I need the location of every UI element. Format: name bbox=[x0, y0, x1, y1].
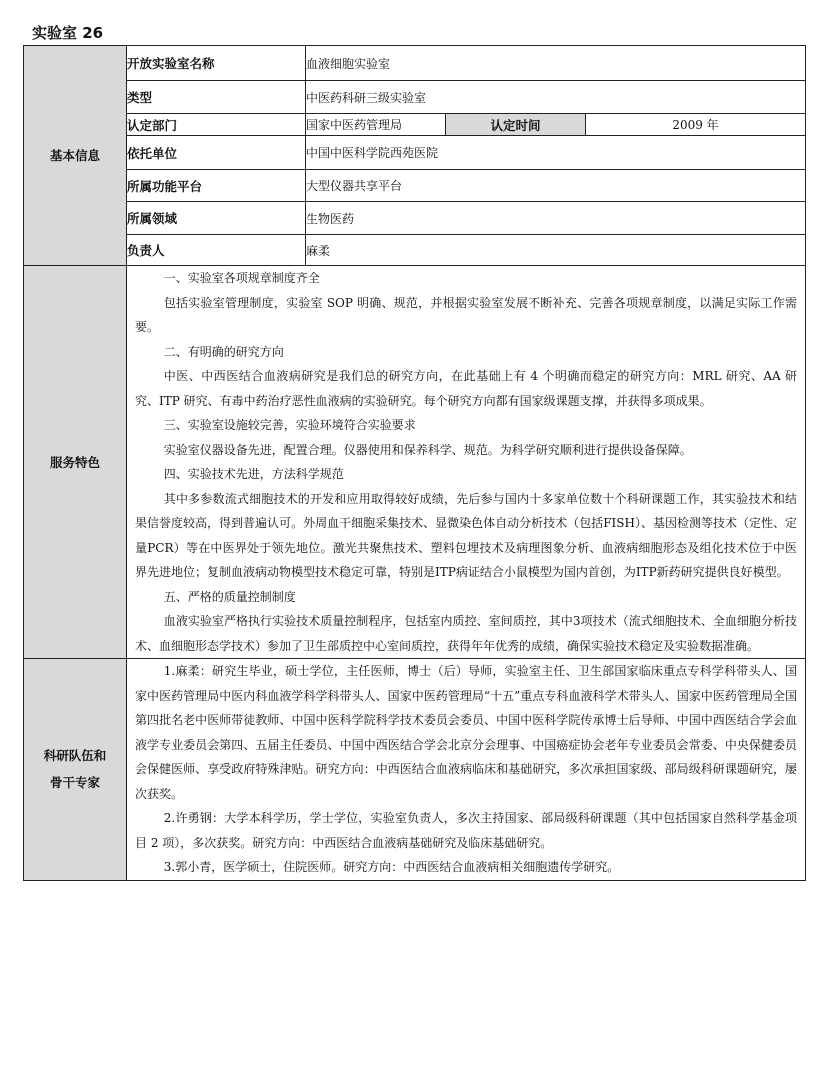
label-host-unit: 依托单位 bbox=[127, 136, 306, 170]
service-heading-1: 一、实验室各项规章制度齐全 bbox=[163, 271, 320, 285]
label-leader: 负责人 bbox=[127, 235, 306, 266]
service-paragraph-2: 中医、中西医结合血液病研究是我们总的研究方向，在此基础上有 4 个明确而稳定的研究方向：MRL 研究、AA 研究、ITP 研究、有毒中药治疗恶性血液病的实验研究。每个研究方向都有国家级课题支撑，并获得多项成果。 bbox=[135, 369, 798, 408]
row-lab-name bbox=[24, 46, 806, 81]
service-heading-5: 五、严格的质量控制制度 bbox=[163, 589, 296, 604]
value-type: 中医药科研三级实验室 bbox=[306, 81, 806, 114]
section-research-team bbox=[24, 659, 127, 881]
value-leader: 麻柔 bbox=[306, 235, 806, 266]
label-department: 认定部门 bbox=[127, 114, 306, 136]
value-field: 生物医药 bbox=[306, 202, 806, 235]
service-heading-4: 四、实验技术先进，方法科学规范 bbox=[163, 467, 344, 481]
row-type bbox=[24, 81, 806, 114]
row-host-unit bbox=[24, 136, 806, 170]
label-type: 类型 bbox=[127, 81, 306, 114]
value-certified-time: 2009 年 bbox=[586, 114, 806, 136]
row-team bbox=[24, 659, 806, 881]
label-platform: 所属功能平台 bbox=[127, 170, 306, 202]
row-service bbox=[24, 266, 806, 659]
expert-2: 2.许勇钢：大学本科学历，学士学位，实验室负责人，多次主持国家、部局级科研课题（其中包括国家自然科学基金项目 2 项），多次获奖。研究方向：中西医结合血液病基础研究及临床基础研究。 bbox=[135, 811, 798, 850]
value-department: 国家中医药管理局 bbox=[306, 114, 446, 136]
service-paragraph-1: 包括实验室管理制度，实验室 SOP 明确、规范，并根据实验室发展不断补充、完善各项规章制度，以满足实际工作需要。 bbox=[135, 295, 798, 334]
expert-1: 1.麻柔：研究生毕业，硕士学位，主任医师，博士（后）导师，实验室主任、卫生部国家临床重点专科学科带头人、国家中医药管理局中医内科血液学科学科带头人、国家中医药管理局“十五”重点专科血液科学术带头人、国家中医药管理局全国第四批名老中医师带徒教师、中国中医科学院科学技术委员会委员、中国中医科学院传承博士后导师、中国中西医结合学会血液学专业委员会第四、五届主任委员、中国中西医结合学会北京分会理事、中国癌症协会老年专业委员会常委、中央保健委员会保健医师、享受政府特殊津贴。研究方向：中西医结合血液病临床和基础研究，多次承担国家级、部局级科研课题研究，屡次获奖。 bbox=[135, 664, 798, 801]
lab-info-table bbox=[23, 45, 806, 881]
service-paragraph-4: 其中多参数流式细胞技术的开发和应用取得较好成绩，先后参与国内十多家单位数十个科研课题工作，其实验技术和结果信誉度较高，得到普遍认可。外周血干细胞采集技术、显微染色体自动分析技术（包括FISH）、基因检测等技术（定性、定量PCR）等在中医界处于领先地位。激光共聚焦技术、塑料包埋技术及病理图象分析、血液病细胞形态及组化技术位于中医界先进地位；复制血液病动物模型技术稳定可靠，特别是ITP病证结合小鼠模型为国内首创，为ITP新药研究提供良好模型。 bbox=[135, 491, 798, 579]
section-basic-info: 基本信息 bbox=[24, 46, 127, 266]
team-content bbox=[127, 659, 806, 881]
value-host-unit: 中国中医科学院西苑医院 bbox=[306, 136, 806, 170]
expert-3: 3.郭小青，医学硕士，住院医师。研究方向：中西医结合血液病相关细胞遗传学研究。 bbox=[163, 860, 620, 874]
section-team-line2: 骨干专家 bbox=[49, 775, 100, 791]
label-lab-name: 开放实验室名称 bbox=[127, 46, 306, 81]
service-paragraph-5: 血液实验室严格执行实验技术质量控制程序，包括室内质控、室间质控，其中3项技术（流式细胞技术、全血细胞分析技术、血细胞形态学技术）参加了卫生部质控中心室间质控，获得年年优秀的成绩，确保实验技术稳定及实验数据准确。 bbox=[135, 614, 798, 653]
label-certified-time: 认定时间 bbox=[446, 114, 586, 136]
value-lab-name: 血液细胞实验室 bbox=[306, 46, 806, 81]
row-field bbox=[24, 202, 806, 235]
service-heading-2: 二、有明确的研究方向 bbox=[163, 344, 284, 359]
row-department bbox=[24, 114, 806, 136]
section-team-line1: 科研队伍和 bbox=[43, 748, 107, 764]
service-heading-3: 三、实验室设施较完善，实验环境符合实验要求 bbox=[163, 418, 416, 432]
service-paragraph-3: 实验室仪器设备先进，配置合理。仪器使用和保养科学、规范。为科学研究顺利进行提供设备保障。 bbox=[163, 442, 692, 457]
row-leader bbox=[24, 235, 806, 266]
section-service-features: 服务特色 bbox=[24, 266, 127, 659]
value-platform: 大型仪器共享平台 bbox=[306, 170, 806, 202]
service-content bbox=[127, 266, 806, 659]
label-field: 所属领域 bbox=[127, 202, 306, 235]
page-heading: 实验室 26 bbox=[32, 24, 104, 42]
row-platform bbox=[24, 170, 806, 202]
